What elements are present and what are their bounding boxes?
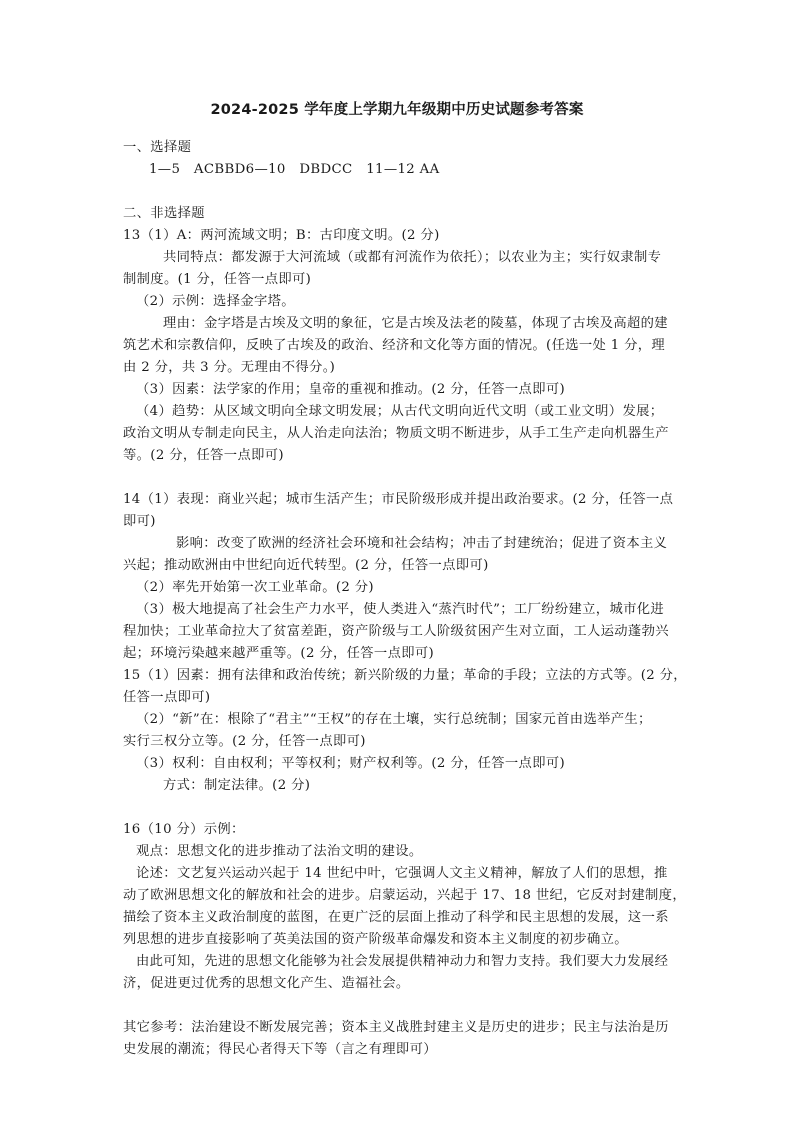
answer-line: 由此可知，先进的思想文化能够为社会发展提供精神动力和智力支持。我们要大力发展经 <box>136 954 669 969</box>
section-heading-choice: 一、选择题 <box>123 140 192 155</box>
answer-line: 共同特点：都发源于大河流域（或都有河流作为依托）；以农业为主；实行奴隶制专 <box>163 250 662 265</box>
answer-line: （3）因素：法学家的作用；皇帝的重视和推动。(2 分，任答一点即可) <box>136 382 566 397</box>
answer-line: 由 2 分，共 3 分。无理由不得分。) <box>123 360 336 375</box>
answer-line: （2）“新”在：根除了“君主”“王权”的存在土壤，实行总统制；国家元首由选举产生； <box>136 712 652 727</box>
answer-line: 政治文明从专制走向民主，从人治走向法治；物质文明不断进步，从手工生产走向机器生产 <box>123 426 669 441</box>
answer-line: 15（1）因素：拥有法律和政治传统；新兴阶级的力量；革命的手段；立法的方式等。(2 分， <box>123 668 687 683</box>
answer-line: 影响：改变了欧洲的经济社会环境和社会结构；冲击了封建统治；促进了资本主义 <box>176 536 668 551</box>
choice-answers: 1—5 ACBBD6—10 DBDCC 11—12 AA <box>149 162 440 177</box>
answer-line: 制制度。(1 分，任答一点即可) <box>123 272 312 287</box>
answer-line: 13（1）A：两河流域文明；B：古印度文明。(2 分) <box>123 228 440 243</box>
answer-line: 等。(2 分，任答一点即可) <box>123 448 284 463</box>
answer-line: 起；环境污染越来越严重等。(2 分，任答一点即可) <box>123 646 435 661</box>
answer-line: （2）率先开始第一次工业革命。(2 分) <box>136 580 374 595</box>
answer-line: 其它参考：法治建设不断发展完善；资本主义战胜封建主义是历史的进步；民主与法治是历 <box>123 1020 669 1035</box>
answer-line: （3）极大地提高了社会生产力水平，使人类进入“蒸汽时代”；工厂纷纷建立，城市化进 <box>136 602 665 617</box>
answer-line: 史发展的潮流；得民心者得天下等（言之有理即可） <box>123 1042 437 1057</box>
answer-line: 论述：文艺复兴运动兴起于 14 世纪中叶，它强调人文主义精神，解放了人们的思想，推 <box>136 866 668 881</box>
answer-line: 济，促进更过优秀的思想文化产生、造福社会。 <box>123 976 410 991</box>
answer-line: 描绘了资本主义政治制度的蓝图，在更广泛的层面上推动了科学和民主思想的发展，这一系 <box>123 910 669 925</box>
page-title: 2024-2025 学年度上学期九年级期中历史试题参考答案 <box>210 102 584 118</box>
section-heading-nonchoice: 二、非选择题 <box>123 206 205 221</box>
answer-line: 理由：金字塔是古埃及文明的象征，它是古埃及法老的陵墓，体现了古埃及高超的建 <box>163 316 668 331</box>
answer-line: 兴起；推动欧洲由中世纪向近代转型。(2 分，任答一点即可) <box>123 558 489 573</box>
answer-line: （2）示例：选择金字塔。 <box>136 294 295 309</box>
answer-line: （4）趋势：从区域文明向全球文明发展；从古代文明向近代文明（或工业文明）发展； <box>136 404 664 419</box>
answer-line: 动了欧洲思想文化的解放和社会的进步。启蒙运动，兴起于 17、18 世纪，它反对封建制度， <box>123 888 686 903</box>
answer-line: 任答一点即可) <box>123 690 211 705</box>
answer-line: 14（1）表现：商业兴起；城市生活产生；市民阶级形成并提出政治要求。(2 分，任答一点 <box>123 492 674 507</box>
answer-line: 即可) <box>123 514 156 529</box>
answer-line: 筑艺术和宗教信仰，反映了古埃及的政治、经济和文化等方面的情况。(任选一处 1 分，理 <box>123 338 666 353</box>
answer-line: （3）权利：自由权利；平等权利；财产权利等。(2 分，任答一点即可) <box>136 756 566 771</box>
answer-line: 观点：思想文化的进步推动了法治文明的建设。 <box>136 844 423 859</box>
answer-line: 列思想的进步直接影响了英美法国的资产阶级革命爆发和资本主义制度的初步确立。 <box>123 932 628 947</box>
answer-line: 程加快；工业革命拉大了贫富差距，资产阶级与工人阶级贫困产生对立面，工人运动蓬勃兴 <box>123 624 669 639</box>
answer-line: 16（10 分）示例： <box>123 822 245 837</box>
answer-line: 实行三权分立等。(2 分，任答一点即可) <box>123 734 366 749</box>
answer-line: 方式：制定法律。(2 分) <box>163 778 311 793</box>
